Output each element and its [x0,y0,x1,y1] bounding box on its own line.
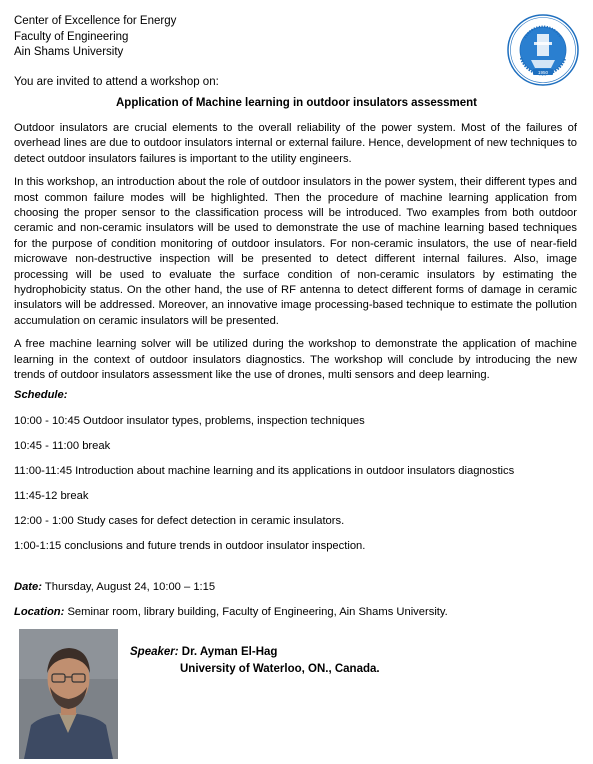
header-faculty: Faculty of Engineering [14,30,129,43]
location-label: Location: [14,606,65,618]
paragraph-intro: Outdoor insulators are crucial elements to the overall reliability of the power system. Most of the failures of overhead lines are due to outdoor insulators internal or external failure. Hence, development of new techniques to detect outdoor insulators failures is important to the utility engineers. [14,122,577,165]
paragraph-content: In this workshop, an introduction about the role of outdoor insulators in the power system, their different types and most common failure modes will be highlighted. Then the procedure of machine learning application from choosing the proper sensor to the classification process will be introduced. Two examples from both outdoor ceramic and non-ceramic insulators will be used to demonstrate the use of machine learning based techniques for the purpose of condition monitoring of outdoor insulators. For non-ceramic insulators, the use of near-field microwave non-destructive inspection will be presented to detect different internal failures. Also, image processing will be used to evaluate the surface condition of non-ceramic insulators by estimating the hydrophobicity status. On the other hand, the use of RF antenna to detect different forms of damage in ceramic insulators will be addressed. Moreover, an innovative image processing-based technique to estimate the pollution accumulation on ceramic insulators will be presented. [14,176,577,327]
schedule-item: 12:00 - 1:00 Study cases for defect detection in ceramic insulators. [14,515,345,527]
location-value: Seminar room, library building, Faculty of Engineering, Ain Shams University. [64,606,448,618]
schedule-item: 1:00-1:15 conclusions and future trends in outdoor insulator inspection. [14,540,366,552]
speaker-label: Speaker: [130,646,179,658]
institution-header [14,14,176,61]
description [14,121,577,392]
schedule-item: 10:00 - 10:45 Outdoor insulator types, problems, inspection techniques [14,415,365,427]
header-university: Ain Shams University [14,46,124,58]
paragraph-solver: A free machine learning solver will be utilized during the workshop to demonstrate the application of machine learning in the context of outdoor insulators diagnostics. The workshop will conclude by introducing the new trends of outdoor insulators assessment like the use of drones, multi sensors and deep learning. [14,338,577,382]
event-location [14,606,448,618]
invitation-text: You are invited to attend a workshop on: [14,76,219,88]
date-label: Date: [14,581,42,593]
schedule-item: 10:45 - 11:00 break [14,440,111,452]
university-seal-icon [507,14,579,86]
speaker-affiliation: University of Waterloo, ON., Canada. [180,663,380,675]
seal-year: 1950 [537,70,549,75]
speaker-name: Dr. Ayman El-Hag [178,646,278,658]
workshop-title: Application of Machine learning in outdoor insulators assessment [115,97,478,109]
schedule-item: 11:00-11:45 Introduction about machine learning and its applications in outdoor insulators diagnostics [14,465,515,477]
speaker-line [130,646,277,658]
header-center-name: Center of Excellence for Energy [14,15,177,27]
schedule-item: 11:45-12 break [14,490,89,502]
date-value: Thursday, August 24, 10:00 – 1:15 [41,581,216,593]
speaker-photo [19,629,118,759]
schedule-heading: Schedule: [14,389,68,401]
event-date [14,581,215,593]
